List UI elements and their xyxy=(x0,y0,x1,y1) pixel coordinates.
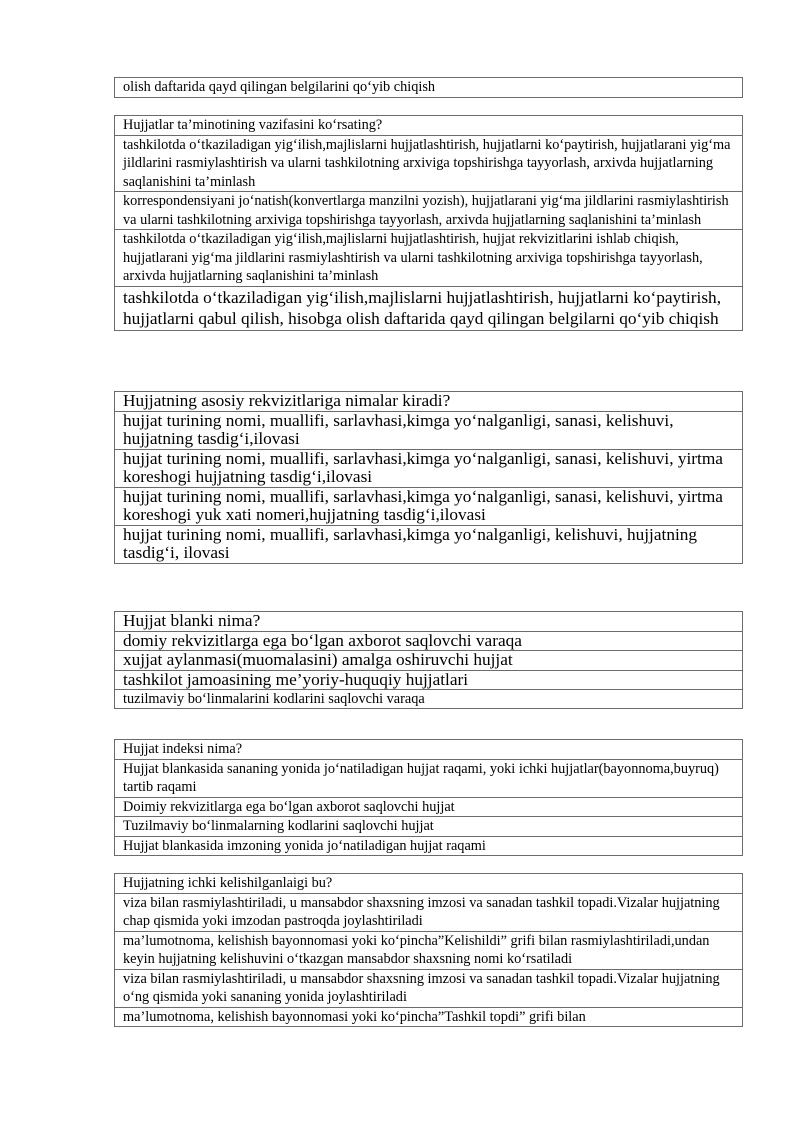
answer-option xyxy=(115,286,743,330)
answer-option-text: hujjat turining nomi, muallifi, sarlavhasi,kimga yo‘nalganligi, kelishuvi, hujjatning tasdig‘i, ilovasi xyxy=(115,525,743,563)
answer-option xyxy=(115,817,743,837)
answer-option-text: tashkilot jamoasining me’yoriy-huquqiy hujjatlari xyxy=(115,670,743,690)
question-block-4 xyxy=(114,739,743,856)
answer-option-text: ma’lumotnoma, kelishish bayonnomasi yoki ko‘pincha”Kelishildi” grifi bilan rasmiylashtiriladi,undan keyin hujjatning kelishuvini o‘tkazgan mansabdor shaxsning nomi ko‘rsatiladi xyxy=(115,931,743,969)
answer-option-text: Hujjat blankasida sananing yonida jo‘natiladigan hujjat raqami, yoki ichki hujjatlar(bayonnoma,buyruq) tartib raqami xyxy=(115,759,743,797)
answer-option xyxy=(115,525,743,563)
answer-option-text: domiy rekvizitlarga ega bo‘lgan axborot saqlovchi varaqa xyxy=(115,631,743,651)
answer-option xyxy=(115,969,743,1007)
question-row xyxy=(115,392,743,412)
answer-option xyxy=(115,797,743,817)
answer-option-text: hujjat turining nomi, muallifi, sarlavhasi,kimga yo‘nalganligi, sanasi, kelishuvi, hujjatning tasdig‘i,ilovasi xyxy=(115,411,743,449)
answer-option xyxy=(115,135,743,192)
answer-option-text: hujjat turining nomi, muallifi, sarlavhasi,kimga yo‘nalganligi, sanasi, kelishuvi, yirtma koreshogi hujjatning tasdig‘i,ilovasi xyxy=(115,449,743,487)
question-row xyxy=(115,874,743,894)
answer-option xyxy=(115,759,743,797)
answer-option xyxy=(115,78,743,98)
question-text: Hujjat blanki nima? xyxy=(115,612,743,632)
answer-option-text: tashkilotda o‘tkaziladigan yig‘ilish,majlislarni hujjatlashtirish, hujjatlarni ko‘paytirish, hujjatlarni qabul qilish, hisobga olish daftarida qayd qilingan belgilarni qo‘yib chiqish xyxy=(115,286,743,330)
question-text: Hujjat indeksi nima? xyxy=(115,740,743,760)
answer-option xyxy=(115,651,743,671)
answer-option xyxy=(115,631,743,651)
answer-option xyxy=(115,449,743,487)
answer-option xyxy=(115,411,743,449)
question-block-3 xyxy=(114,611,743,709)
answer-option xyxy=(115,931,743,969)
question-text: Hujjatlar ta’minotining vazifasini ko‘rsating? xyxy=(115,116,743,136)
answer-option xyxy=(115,893,743,931)
question-row xyxy=(115,116,743,136)
answer-option xyxy=(115,690,743,709)
answer-option-text: tashkilotda o‘tkaziladigan yig‘ilish,majlislarni hujjatlashtirish, hujjat rekvizitlarini ishlab chiqish, hujjatlarani yig‘ma jildlarini rasmiylashtirish va ularni tashkilotning arxiviga topshirishga tayyorlash, arxivda hujjatlarning saqlanishini ta’minlash xyxy=(115,230,743,287)
question-block-1 xyxy=(114,115,743,331)
answer-option-text: korrespondensiyani jo‘natish(konvertlarga manzilni yozish), hujjatlarani yig‘ma jildlarini rasmiylashtirish va ularni tashkilotning arxiviga topshirishga tayyorlash, arxivda hujjatlarning saqlanishini ta’minlash xyxy=(115,192,743,230)
answer-option xyxy=(115,230,743,287)
answer-option-text: hujjat turining nomi, muallifi, sarlavhasi,kimga yo‘nalganligi, sanasi, kelishuvi, yirtma koreshogi yuk xati nomeri,hujjatning tasdig‘i,ilovasi xyxy=(115,487,743,525)
answer-option-text: olish daftarida qayd qilingan belgilarini qo‘yib chiqish xyxy=(115,78,743,98)
answer-option-text: ma’lumotnoma, kelishish bayonnomasi yoki ko‘pincha”Tashkil topdi” grifi bilan xyxy=(115,1007,743,1027)
question-text: Hujjatning ichki kelishilganlaigi bu? xyxy=(115,874,743,894)
answer-option xyxy=(115,670,743,690)
answer-option xyxy=(115,192,743,230)
answer-option-text: viza bilan rasmiylashtiriladi, u mansabdor shaxsning imzosi va sanadan tashkil topadi.Vizalar hujjatning chap qismida yoki imzodan pastroqda joylashtiriladi xyxy=(115,893,743,931)
question-row xyxy=(115,612,743,632)
answer-option-text: tashkilotda o‘tkaziladigan yig‘ilish,majlislarni hujjatlashtirish, hujjatlarni ko‘paytirish, hujjatlarani yig‘ma jildlarini rasmiylashtirish va ularni tashkilotning arxiviga topshirishga tayyorlash, arxivda hujjatlarning saqlanishini ta’minlash xyxy=(115,135,743,192)
answer-option-text: tuzilmaviy bo‘linmalarini kodlarini saqlovchi varaqa xyxy=(115,690,743,709)
answer-option xyxy=(115,487,743,525)
question-block-5 xyxy=(114,873,743,1027)
question-block-continuation xyxy=(114,77,743,98)
answer-option-text: Doimiy rekvizitlarga ega bo‘lgan axborot saqlovchi hujjat xyxy=(115,797,743,817)
answer-option-text: Tuzilmaviy bo‘linmalarning kodlarini saqlovchi hujjat xyxy=(115,817,743,837)
answer-option-text: viza bilan rasmiylashtiriladi, u mansabdor shaxsning imzosi va sanadan tashkil topadi.Vizalar hujjatning o‘ng qismida yoki sananing yonida joylashtiriladi xyxy=(115,969,743,1007)
answer-option-text: xujjat aylanmasi(muomalasini) amalga oshiruvchi hujjat xyxy=(115,651,743,671)
question-text: Hujjatning asosiy rekvizitlariga nimalar kiradi? xyxy=(115,392,743,412)
answer-option-text: Hujjat blankasida imzoning yonida jo‘natiladigan hujjat raqami xyxy=(115,836,743,856)
question-block-2 xyxy=(114,391,743,564)
answer-option xyxy=(115,836,743,856)
answer-option xyxy=(115,1007,743,1027)
question-row xyxy=(115,740,743,760)
